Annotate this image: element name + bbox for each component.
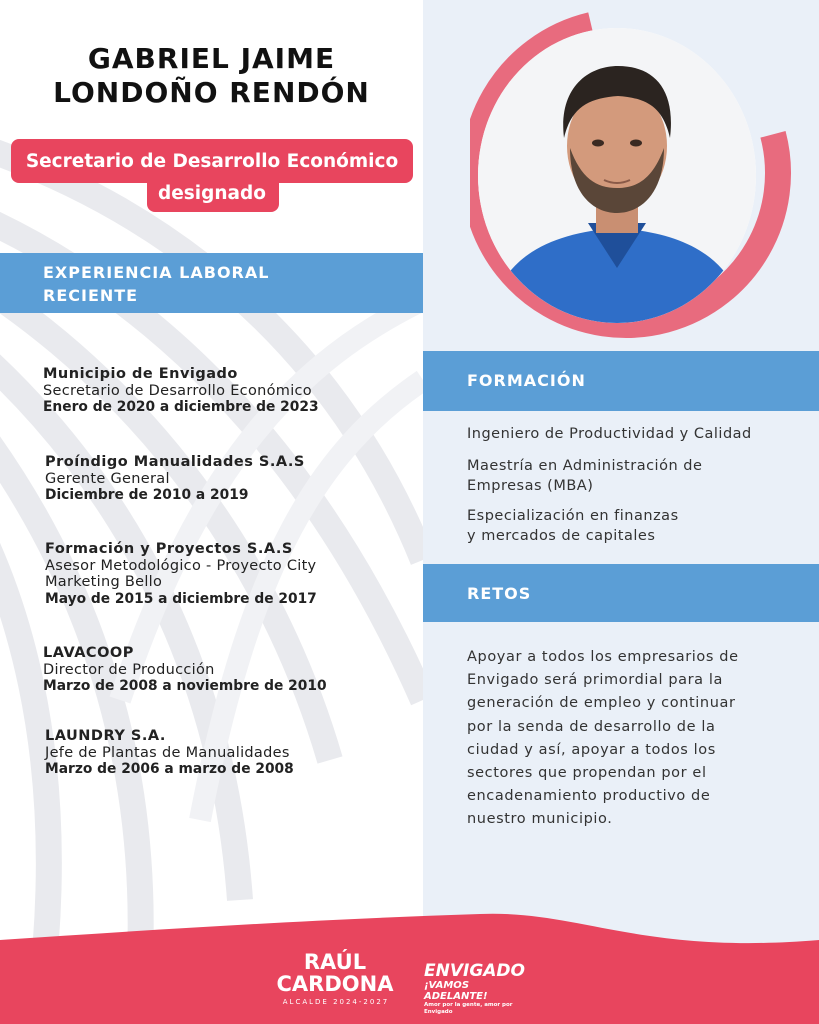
person-name-line2: LONDOÑO RENDÓN <box>53 76 370 109</box>
challenges-line: por la senda de desarrollo de la <box>467 718 716 735</box>
job-dates: Enero de 2020 a diciembre de 2023 <box>43 399 319 415</box>
job-dates: Mayo de 2015 a diciembre de 2017 <box>45 590 317 607</box>
job-organization: Proíndigo Manualidades S.A.S <box>45 454 305 470</box>
job-position: Director de Producción <box>43 661 215 678</box>
job-dates: Marzo de 2006 a marzo de 2008 <box>45 761 294 777</box>
challenges-line: Envigado será primordial para la <box>467 672 723 689</box>
education-item-line1: Especialización en finanzas <box>467 508 679 524</box>
job-dates: Diciembre de 2010 a 2019 <box>45 487 249 503</box>
education-item-line2: y mercados de capitales <box>467 528 656 544</box>
logo-name-line2: CARDONA <box>276 972 394 996</box>
job-entry <box>45 541 395 607</box>
envigado-logo-title: ENVIGADO <box>424 961 525 981</box>
experience-title-line1: EXPERIENCIA LABORAL <box>43 263 270 282</box>
logo-name-subtitle: ALCALDE 2024-2027 <box>282 998 390 1006</box>
experience-header <box>0 253 423 313</box>
job-organization: LAUNDRY S.A. <box>45 728 166 744</box>
envigado-logo <box>424 962 534 1016</box>
education-title: FORMACIÓN <box>467 371 586 390</box>
raul-cardona-logo <box>270 951 400 995</box>
job-position: Gerente General <box>45 470 170 487</box>
job-entry <box>43 645 393 695</box>
education-item <box>467 506 787 546</box>
job-position: Jefe de Plantas de Manualidades <box>45 744 290 761</box>
job-position: Asesor Metodológico - Proyecto City <box>45 557 317 574</box>
challenges-line: ciudad y así, apoyar a todos los <box>467 741 716 758</box>
role-title <box>11 146 413 210</box>
job-entry <box>45 454 395 504</box>
challenges-header <box>423 564 819 622</box>
footer-wave <box>0 900 819 1024</box>
person-name-line1: GABRIEL JAIME <box>87 42 336 75</box>
education-item-line1: Maestría en Administración de <box>467 458 703 474</box>
challenges-text <box>467 646 787 832</box>
job-position: Secretario de Desarrollo Económico <box>43 382 312 399</box>
education-item-line2: Empresas (MBA) <box>467 478 594 494</box>
logo-name-line1: RAÚL <box>303 950 367 974</box>
experience-title-line2: RECIENTE <box>43 286 139 305</box>
job-position-continued: Marketing Bello <box>45 574 163 590</box>
education-header <box>423 351 819 411</box>
job-organization: LAVACOOP <box>43 645 134 661</box>
job-organization: Municipio de Envigado <box>43 366 238 382</box>
challenges-line: sectores que propendan por el <box>467 765 707 782</box>
person-name <box>0 42 423 110</box>
envigado-logo-slogan: ¡VAMOS ADELANTE! <box>424 980 488 1002</box>
challenges-title: RETOS <box>467 584 532 603</box>
job-organization: Formación y Proyectos S.A.S <box>45 541 293 557</box>
education-item <box>467 456 787 496</box>
job-entry <box>45 728 395 778</box>
challenges-line: generación de empleo y continuar <box>467 695 736 712</box>
role-title-line2: designado <box>158 183 266 204</box>
portrait-photo <box>478 28 756 323</box>
envigado-logo-tagline: Amor por la gente, amor por Envigado <box>424 1002 513 1015</box>
challenges-line: nuestro municipio. <box>467 811 613 828</box>
education-item <box>467 424 787 444</box>
job-dates: Marzo de 2008 a noviembre de 2010 <box>43 678 327 694</box>
job-entry <box>43 366 393 416</box>
experience-title <box>43 261 323 307</box>
education-item-line1: Ingeniero de Productividad y Calidad <box>467 426 752 442</box>
challenges-line: encadenamiento productivo de <box>467 788 711 805</box>
role-title-line1: Secretario de Desarrollo Económico <box>25 151 399 172</box>
challenges-line: Apoyar a todos los empresarios de <box>467 649 739 665</box>
